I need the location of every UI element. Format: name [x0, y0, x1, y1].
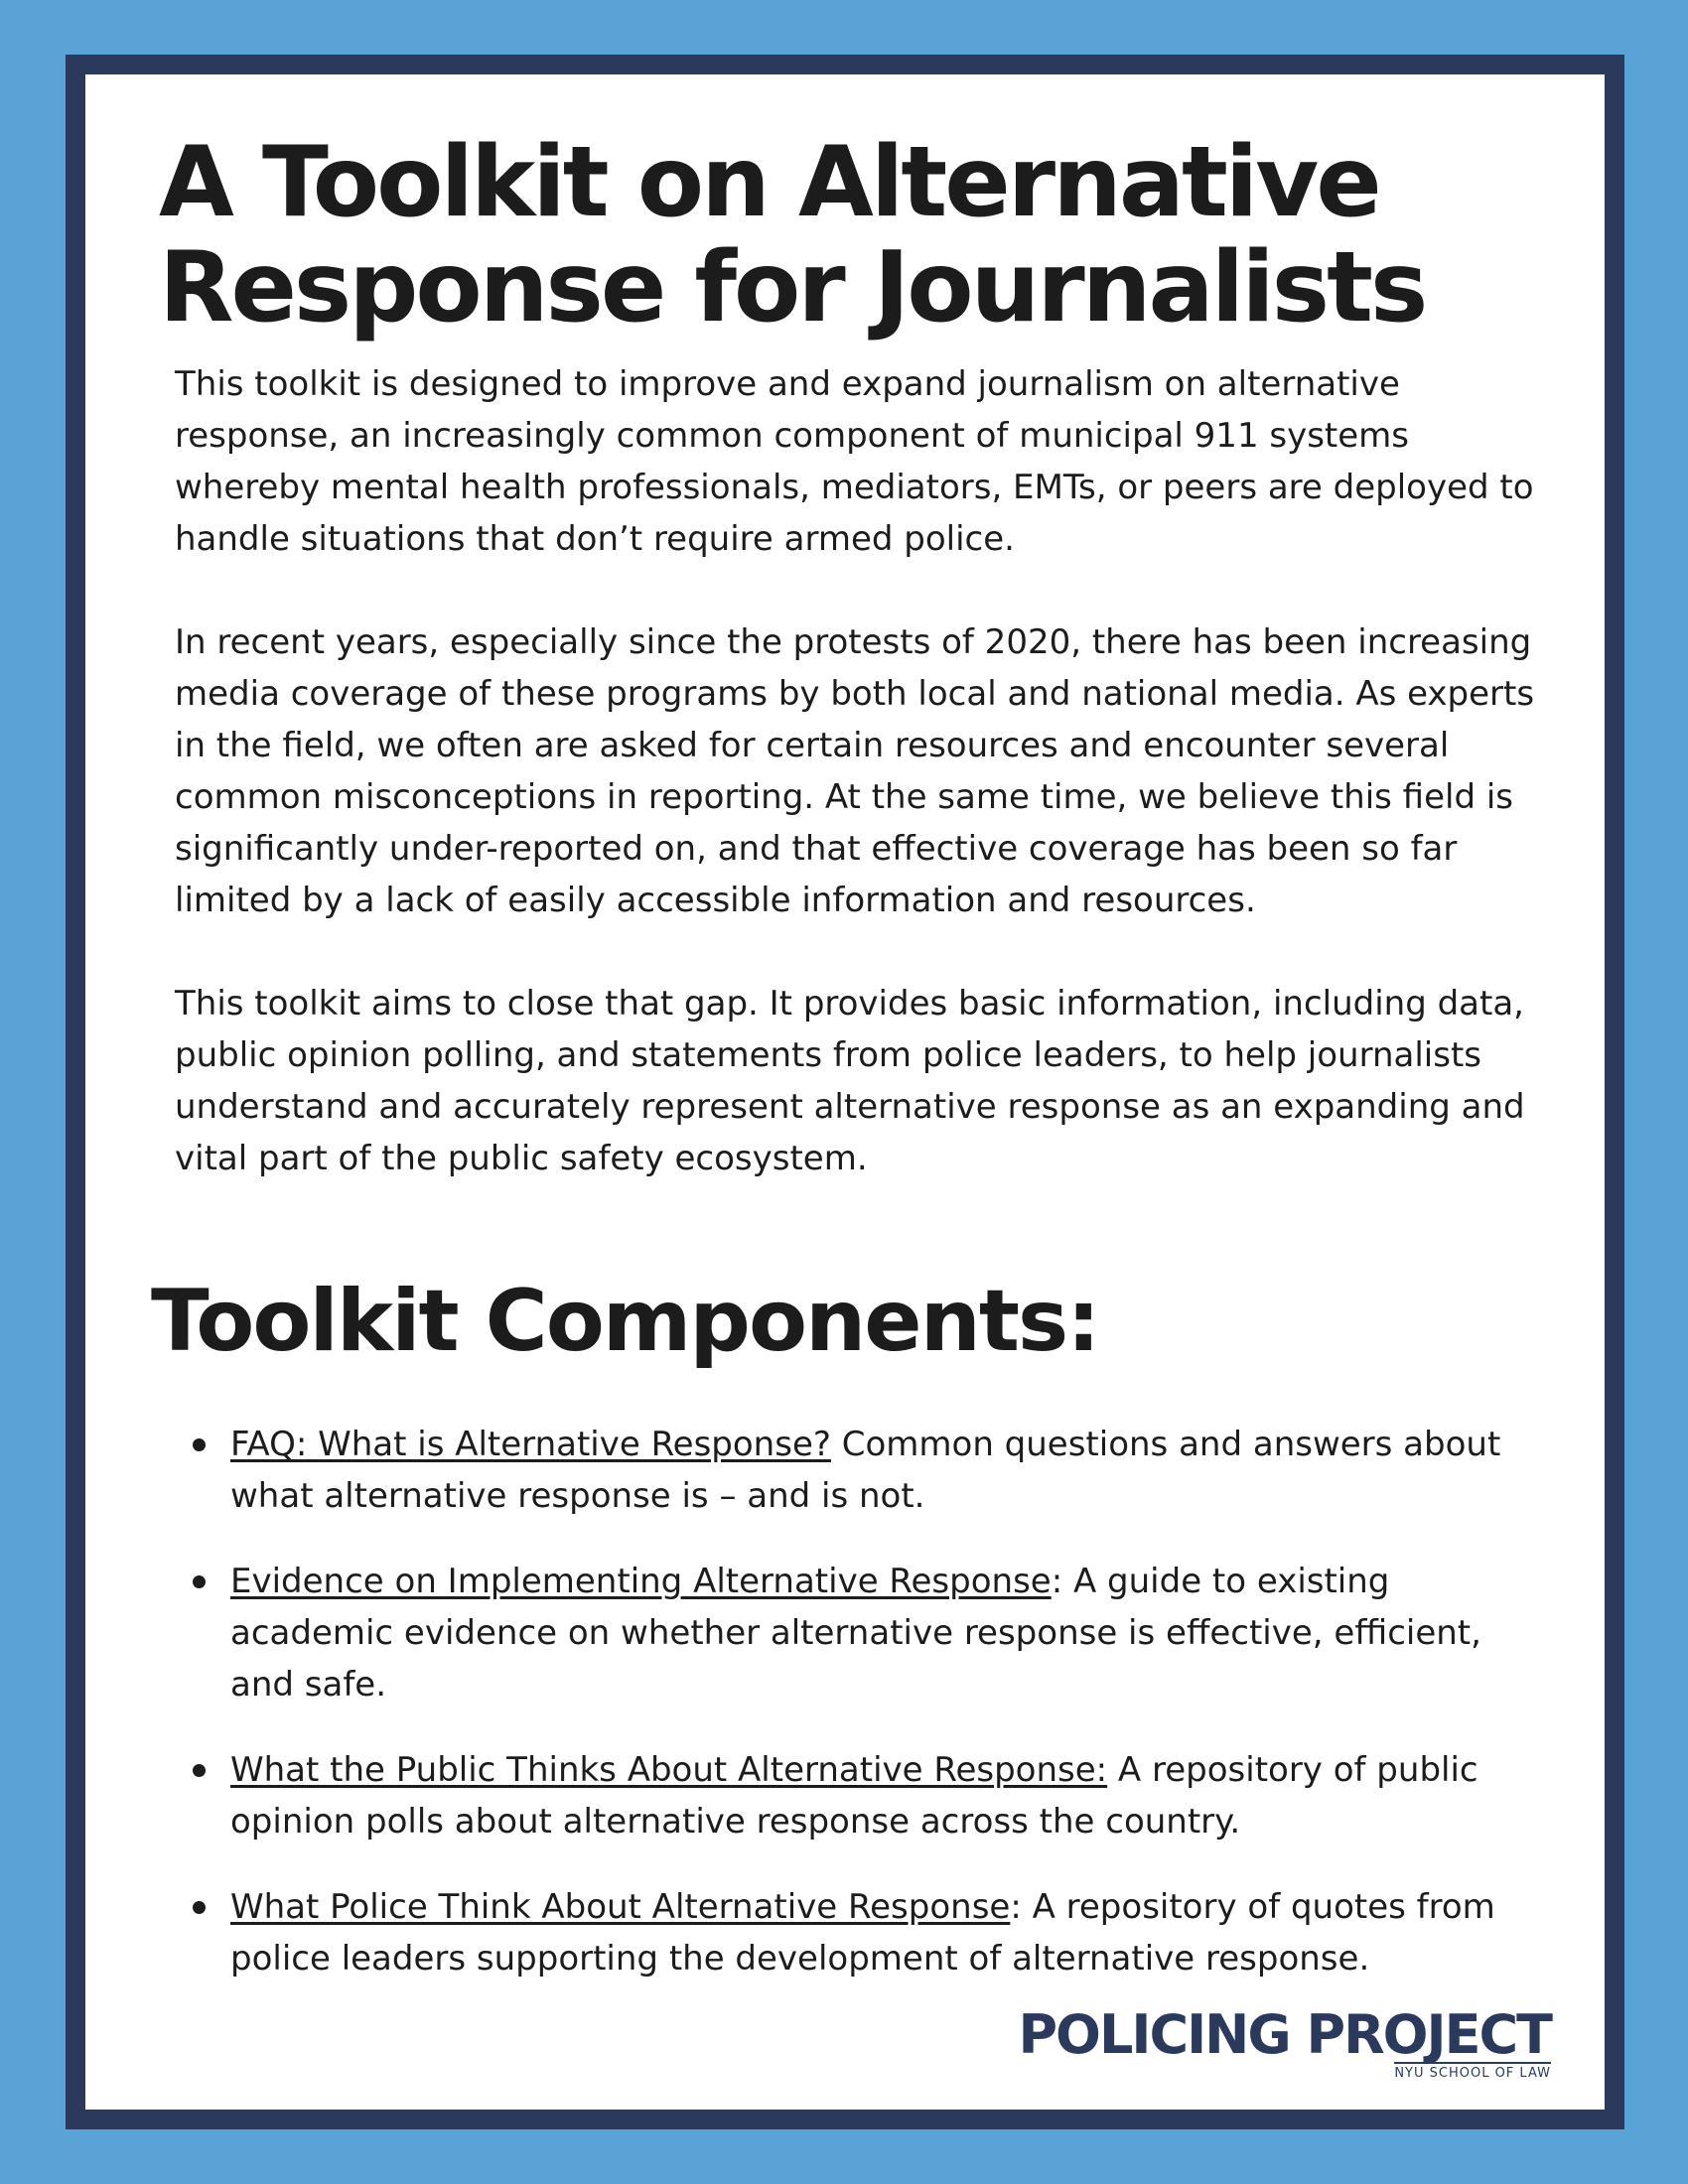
police-quotes-link[interactable]: What Police Think About Alternative Response — [230, 1887, 1011, 1927]
components-heading: Toolkit Components: — [151, 1272, 1099, 1371]
intro-section — [175, 358, 1545, 1236]
bullet-icon — [193, 1575, 206, 1588]
list-item-text: A repository of public opinion polls about alternative response across the country. — [230, 1750, 1478, 1842]
intro-paragraph: This toolkit is designed to improve and expand journalism on alternative response, an increasingly common component of municipal 911 systems whereby mental health professionals, mediators, EMTs, or peers are deployed to handle situations that don’t require armed police. — [175, 364, 1534, 559]
list-item-text: Common questions and answers about what alternative response is – and is not. — [230, 1425, 1501, 1516]
list-item-text: : A repository of quotes from police leaders supporting the development of alternative response. — [230, 1887, 1495, 1979]
list-item-text: : A guide to existing academic evidence on whether alternative response is effective, efficient, and safe. — [230, 1562, 1481, 1705]
list-item — [175, 1744, 1555, 1847]
list-item — [175, 1556, 1555, 1710]
public-opinion-link[interactable]: What the Public Thinks About Alternative Response: — [230, 1750, 1108, 1790]
logo-name: POLICING PROJECT — [1018, 2003, 1551, 2066]
title-line-1: A Toolkit on Alternative — [159, 126, 1379, 239]
policing-project-logo — [1018, 2003, 1551, 2082]
list-item — [175, 1419, 1555, 1522]
intro-paragraph: This toolkit aims to close that gap. It provides basic information, including data, public opinion polling, and statements from police leaders, to help journalists understand and accurately represent alternative response as an expanding and vital part of the public safety ecosystem. — [175, 984, 1525, 1178]
intro-paragraph: In recent years, especially since the protests of 2020, there has been increasing media coverage of these programs by both local and national media. As experts in the field, we often are asked for certain resources and encounter several common misconceptions in reporting. At the same time, we believe this field is significantly under-reported on, and that effective coverage has been so far limited by a lack of easily accessible information and resources. — [175, 622, 1535, 920]
page-frame — [66, 55, 1624, 2129]
components-list — [175, 1419, 1555, 2018]
logo-subtitle: NYU SCHOOL OF LAW — [1394, 2062, 1551, 2082]
title-line-2: Response for Journalists — [159, 231, 1426, 344]
list-item — [175, 1881, 1555, 1984]
bullet-icon — [193, 1901, 206, 1914]
faq-link[interactable]: FAQ: What is Alternative Response? — [230, 1425, 831, 1464]
bullet-icon — [193, 1764, 206, 1777]
evidence-link[interactable]: Evidence on Implementing Alternative Response — [230, 1562, 1052, 1601]
document-title — [159, 126, 1589, 344]
bullet-icon — [193, 1438, 206, 1451]
document-page — [85, 74, 1605, 2110]
